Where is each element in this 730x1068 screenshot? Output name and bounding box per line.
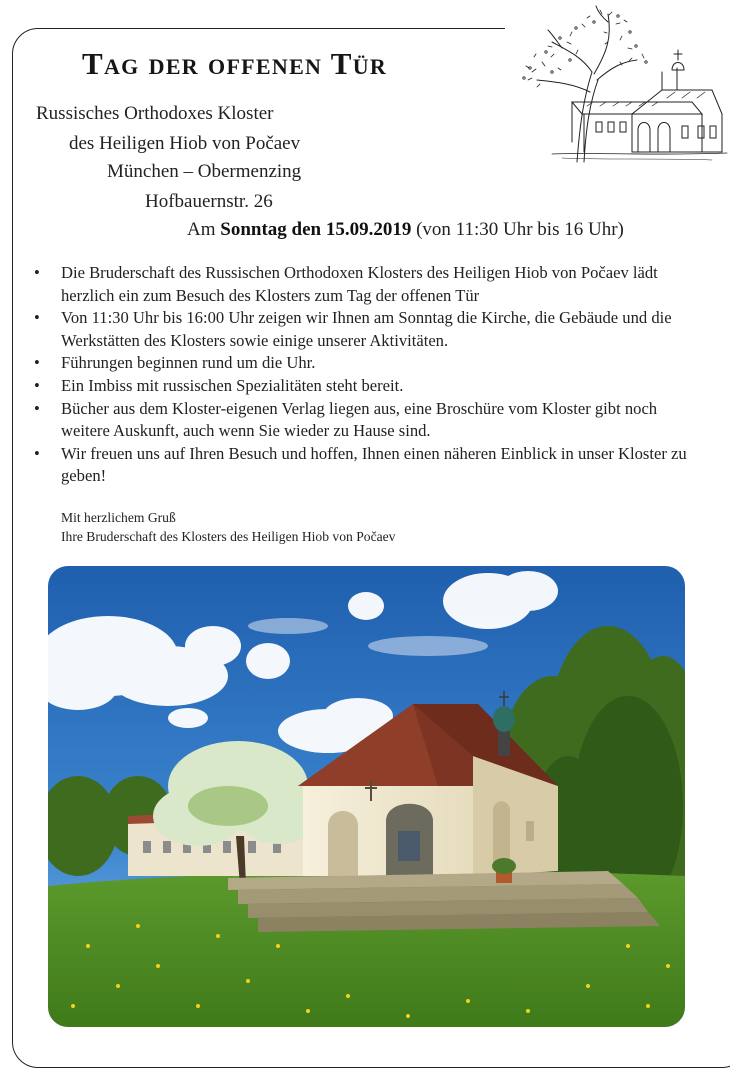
bullet-item: • Von 11:30 Uhr bis 16:00 Uhr zeigen wir Ihnen am Sonntag die Kirche, die Gebäude und die Werkstätten des Klosters sowie einige unserer Aktivitäten. <box>34 307 694 352</box>
bullet-item: • Führungen beginnen rund um die Uhr. <box>34 352 694 375</box>
date-prefix: Am <box>187 219 216 240</box>
bullet-item: • Bücher aus dem Kloster-eigenen Verlag liegen aus, eine Broschüre vom Kloster gibt noch weitere Auskunft, auch wenn Sie wieder zu Hause sind. <box>34 398 694 443</box>
closing-greeting: Mit herzlichem Gruß <box>61 510 176 525</box>
event-date-line <box>187 219 624 241</box>
monastery-sketch-drawing <box>512 2 730 167</box>
bullet-item: • Wir freuen uns auf Ihren Besuch und hoffen, Ihnen einen näheren Einblick in unser Kloster zu geben! <box>34 443 694 488</box>
info-bullet-list <box>34 262 694 488</box>
address-line-city: München – Obermenzing <box>107 161 302 182</box>
bullet-item: • Ein Imbiss mit russischen Spezialitäten steht bereit. <box>34 375 694 398</box>
address-line-saint: des Heiligen Hiob von Počaev <box>69 133 301 154</box>
date-bold: Sonntag den 15.09.2019 <box>220 219 412 240</box>
bullet-item: • Die Bruderschaft des Russischen Orthodoxen Klosters des Heiligen Hiob von Počaev lädt herzlich ein zum Besuch des Klosters zum Tag der offenen Tür <box>34 262 694 307</box>
monastery-church-photo <box>48 566 685 1027</box>
page-title: Tag der offenen Tür <box>82 46 388 81</box>
address-line-monastery: Russisches Orthodoxes Kloster <box>36 103 274 124</box>
date-time-range: (von 11:30 Uhr bis 16 Uhr) <box>416 219 624 240</box>
closing-block <box>61 508 395 546</box>
address-line-street: Hofbauernstr. 26 <box>145 191 273 212</box>
closing-signature: Ihre Bruderschaft des Klosters des Heiligen Hiob von Počaev <box>61 529 396 544</box>
